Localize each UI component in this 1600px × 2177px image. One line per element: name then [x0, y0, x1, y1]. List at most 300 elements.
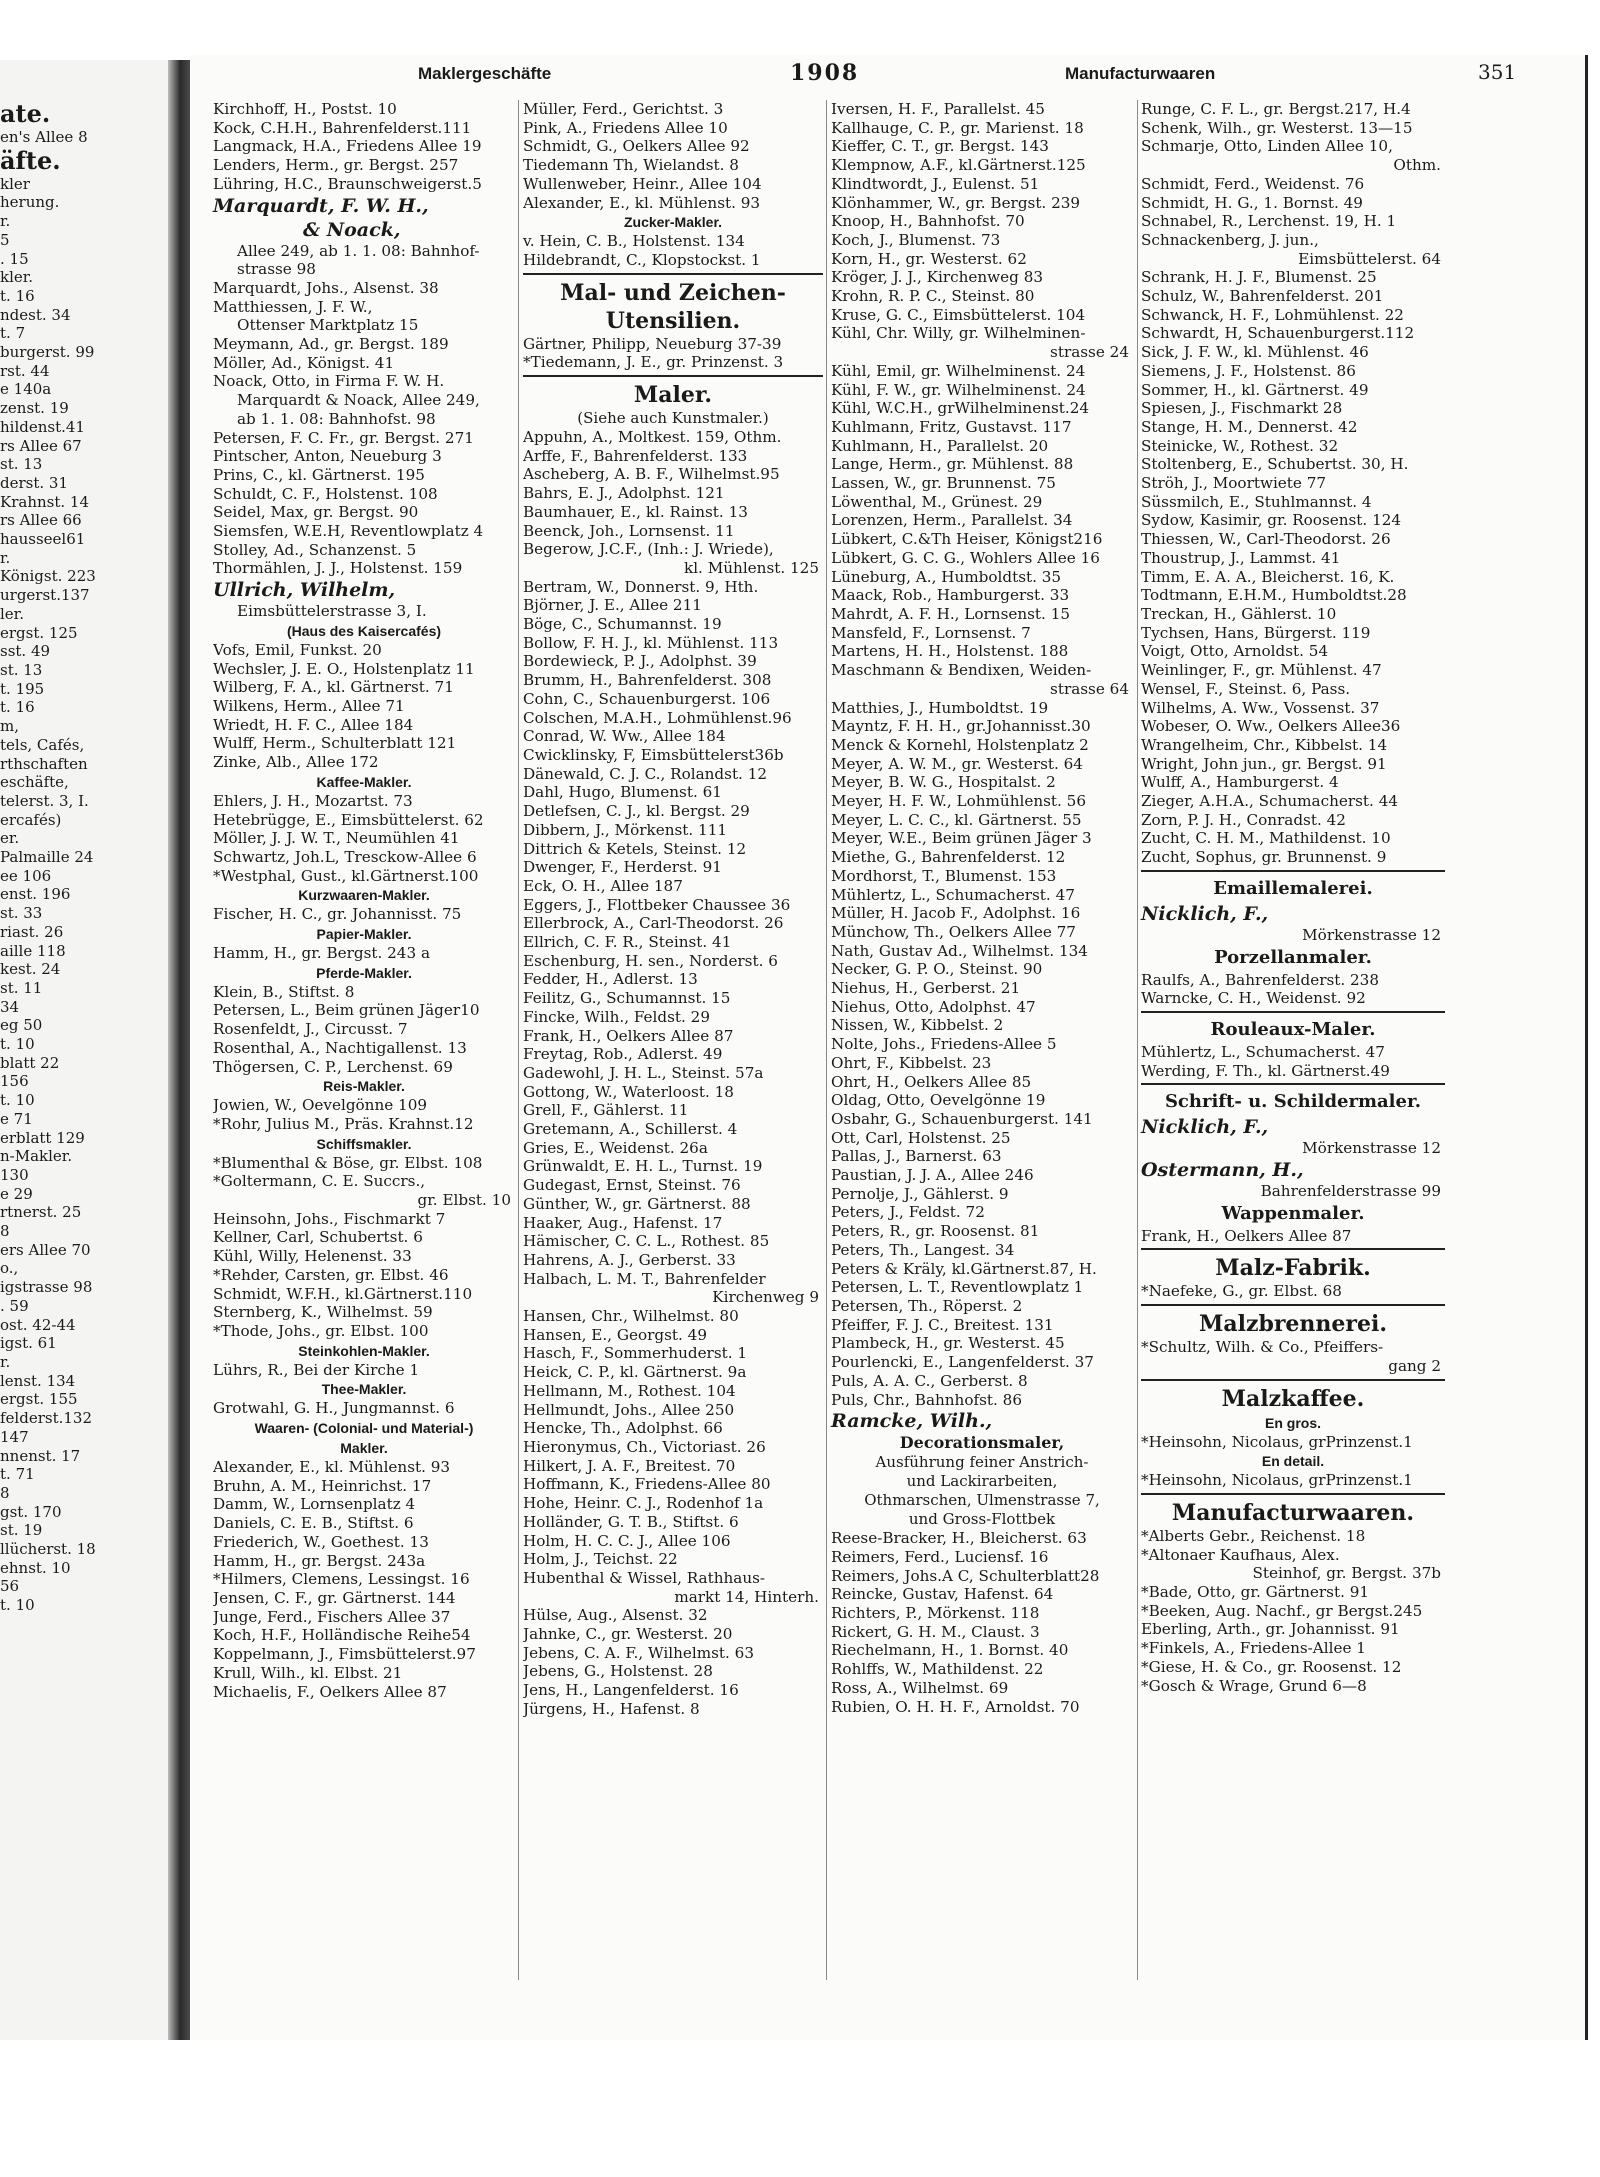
directory-entry: Kuhlmann, Fritz, Gustavst. 117 — [831, 417, 1072, 436]
directory-entry: Petersen, Th., Röperst. 2 — [831, 1297, 1023, 1315]
directory-entry: Schwardt, H, Schauenburgerst.112 — [1141, 324, 1415, 343]
directory-entry: rs Allee 66 — [0, 511, 82, 530]
directory-entry: Bordewieck, P. J., Adolphst. 39 — [523, 652, 757, 671]
directory-entry: Meyer, B. W. G., Hospitalst. 2 — [831, 773, 1056, 792]
directory-entry: Schrank, H. J. F., Blumenst. 25 — [1141, 268, 1377, 287]
directory-entry: Schulz, W., Bahrenfelderst. 201 — [1141, 287, 1384, 306]
directory-entry: Björner, J. E., Allee 211 — [523, 596, 702, 615]
directory-entry: rtnerst. 25 — [0, 1203, 82, 1222]
directory-entry: Appuhn, A., Moltkest. 159, Othm. — [523, 428, 782, 447]
directory-entry: Heick, C. P., kl. Gärtnerst. 9a — [523, 1363, 747, 1382]
directory-entry: gst. 170 — [0, 1502, 62, 1521]
directory-entry: Gärtner, Philipp, Neueburg 37-39 — [523, 334, 782, 353]
directory-entry: Thögersen, C. P., Lerchenst. 69 — [213, 1057, 453, 1076]
directory-entry: Martens, H. H., Holstenst. 188 — [831, 642, 1069, 661]
directory-entry: llücherst. 18 — [0, 1540, 96, 1559]
section-rule — [1141, 1011, 1445, 1013]
directory-entry: ndest. 34 — [0, 305, 71, 324]
directory-entry: Tiedemann Th, Wielandst. 8 — [523, 156, 739, 175]
directory-entry: gr. Elbst. 10 — [417, 1191, 511, 1210]
directory-entry: ost. 42-44 — [0, 1315, 76, 1334]
firm-name: Ostermann, H., — [1141, 1159, 1304, 1182]
directory-entry: Puls, A. A. C., Gerberst. 8 — [831, 1371, 1028, 1390]
directory-entry: Klempnow, A.F., kl.Gärtnerst.125 — [831, 156, 1086, 175]
section-heading: Maler. — [633, 382, 713, 409]
directory-entry: Alexander, E., kl. Mühlenst. 93 — [523, 193, 761, 212]
firm-name-continued: & Noack, — [303, 218, 401, 241]
directory-entry: Mansfeld, F., Lornsenst. 7 — [831, 623, 1031, 642]
directory-entry: Cohn, C., Schauenburgerst. 106 — [523, 689, 771, 708]
directory-entry: Timm, E. A. A., Bleicherst. 16, K. — [1141, 567, 1395, 586]
directory-entry: Thoustrup, J., Lammst. 41 — [1141, 548, 1341, 567]
directory-entry: strasse 24 — [1050, 343, 1129, 362]
directory-entry: Halbach, L. M. T., Bahrenfelder — [523, 1269, 766, 1288]
directory-entry: er. — [0, 829, 20, 848]
directory-entry: Maack, Rob., Hamburgerst. 33 — [831, 586, 1070, 605]
directory-entry: 8 — [0, 1222, 10, 1241]
directory-entry: Holm, J., Teichst. 22 — [523, 1550, 678, 1569]
directory-entry: Nissen, W., Kibbelst. 2 — [831, 1016, 1004, 1035]
directory-entry: Wilberg, F. A., kl. Gärtnerst. 71 — [213, 678, 454, 697]
directory-entry: markt 14, Hinterh. — [674, 1587, 819, 1606]
directory-entry: Hahrens, A. J., Gerberst. 33 — [523, 1250, 736, 1269]
directory-entry: Dahl, Hugo, Blumenst. 61 — [523, 783, 722, 802]
directory-entry: Reese-Bracker, H., Bleicherst. 63 — [831, 1529, 1087, 1548]
directory-entry: ler. — [0, 604, 24, 623]
section-rule — [523, 273, 823, 275]
section-heading: Schrift- u. Schildermaler. — [1164, 1091, 1422, 1113]
directory-entry: Koppelmann, J., Fimsbüttelerst.97 — [213, 1645, 476, 1664]
directory-entry: Kuhlmann, H., Parallelst. 20 — [831, 436, 1049, 455]
directory-column-4 — [1141, 100, 1445, 1695]
directory-entry: Schenk, Wilh., gr. Westerst. 13—15 — [1141, 118, 1413, 137]
directory-entry: Ott, Carl, Holstenst. 25 — [831, 1128, 1011, 1147]
section-rule — [523, 375, 823, 377]
directory-entry: riast. 26 — [0, 922, 64, 941]
directory-entry: Böge, C., Schumannst. 19 — [523, 615, 722, 634]
directory-entry: Mordhorst, T., Blumenst. 153 — [831, 866, 1057, 885]
directory-entry: Voigt, Otto, Arnoldst. 54 — [1141, 642, 1329, 661]
directory-entry: Matthies, J., Humboldtst. 19 — [831, 698, 1049, 717]
directory-entry: r. — [0, 548, 11, 567]
directory-entry: kler. — [0, 268, 34, 287]
directory-entry: Jensen, C. F., gr. Gärtnerst. 144 — [213, 1589, 456, 1607]
directory-entry: Stolley, Ad., Schanzenst. 5 — [213, 540, 417, 559]
directory-entry: Eimsbüttelerstrasse 3, I. — [237, 602, 427, 621]
directory-entry: Dwenger, F., Herderst. 91 — [523, 858, 722, 877]
section-heading: Mal- und Zeichen- — [560, 279, 786, 306]
directory-entry: Lorenzen, Herm., Parallelst. 34 — [831, 511, 1073, 530]
directory-entry: Bruhn, A. M., Heinrichst. 17 — [213, 1476, 432, 1495]
directory-entry: Marquardt & Noack, Allee 249, — [237, 391, 480, 410]
category-subheading: Makler. — [340, 1440, 388, 1457]
directory-entry: blatt 22 — [0, 1053, 60, 1072]
directory-entry: gang 2 — [1388, 1356, 1441, 1375]
directory-entry: Lüneburg, A., Humboldtst. 35 — [831, 567, 1062, 586]
column-divider — [518, 100, 519, 1980]
directory-entry: *Hilmers, Clemens, Lessingst. 16 — [213, 1570, 470, 1589]
directory-entry: Niehus, H., Gerberst. 21 — [831, 979, 1021, 998]
directory-entry: Rickert, G. H. M., Claust. 3 — [831, 1622, 1040, 1641]
directory-entry: hildenst.41 — [0, 417, 85, 436]
directory-entry: Stange, H. M., Dennerst. 42 — [1141, 417, 1358, 436]
directory-entry: Rubien, O. H. H. F., Arnoldst. 70 — [831, 1697, 1080, 1716]
directory-entry: strasse 64 — [1050, 679, 1129, 698]
directory-entry: Peters, R., gr. Roosenst. 81 — [831, 1222, 1040, 1241]
directory-entry: Nath, Gustav Ad., Wilhelmst. 134 — [831, 941, 1088, 960]
directory-entry: Ross, A., Wilhelmst. 69 — [831, 1678, 1009, 1697]
directory-entry: Eggers, J., Flottbeker Chaussee 36 — [523, 895, 791, 914]
directory-entry: Langmack, H.A., Friedens Allee 19 — [213, 137, 482, 156]
directory-entry: Schwartz, Joh.L, Tresckow-Allee 6 — [213, 847, 477, 866]
directory-entry: burgerst. 99 — [0, 343, 95, 362]
directory-entry: Münchow, Th., Oelkers Allee 77 — [831, 922, 1076, 941]
directory-entry: Cwicklinsky, F, Eimsbüttelerst36b — [523, 745, 784, 764]
directory-column-2 — [523, 100, 823, 1719]
directory-entry: Kühl, W.C.H., grWilhelminenst.24 — [831, 399, 1090, 418]
directory-entry: Pourlencki, E., Langenfelderst. 37 — [831, 1353, 1094, 1372]
directory-entry: zenst. 19 — [0, 399, 69, 418]
directory-entry: Peters & Kräly, kl.Gärtnerst.87, H. — [831, 1259, 1097, 1278]
directory-entry: Nolte, Johs., Friedens-Allee 5 — [831, 1035, 1057, 1054]
directory-entry: ab 1. 1. 08: Bahnhofst. 98 — [237, 409, 436, 428]
directory-entry: Lenders, Herm., gr. Bergst. 257 — [213, 156, 459, 175]
directory-entry: sst. 49 — [0, 642, 51, 661]
directory-entry: Wulff, Herm., Schulterblatt 121 — [213, 734, 457, 753]
directory-entry: o., — [0, 1259, 19, 1278]
directory-entry: Steinicke, W., Rothest. 32 — [1141, 436, 1339, 455]
category-subheading: Thee-Makler. — [321, 1381, 407, 1398]
directory-entry: 5 — [0, 230, 10, 249]
directory-entry: Meyer, H. F. W., Lohmühlenst. 56 — [831, 792, 1086, 811]
section-heading: äfte. — [0, 145, 61, 175]
directory-entry: Hülse, Aug., Alsenst. 32 — [523, 1606, 708, 1625]
directory-entry: *Blumenthal & Böse, gr. Elbst. 108 — [213, 1153, 483, 1172]
directory-entry: Kirchenweg 9 — [712, 1288, 819, 1307]
directory-entry: Ottenser Marktplatz 15 — [237, 316, 419, 335]
directory-entry: Matthiessen, J. F. W., — [213, 297, 373, 316]
directory-entry: *Thode, Johs., gr. Elbst. 100 — [213, 1321, 429, 1340]
section-note: Ausführung feiner Anstrich- — [875, 1453, 1089, 1472]
section-rule — [1141, 1379, 1445, 1381]
directory-entry: Klein, B., Stiftst. 8 — [213, 982, 355, 1001]
directory-entry: nnenst. 17 — [0, 1446, 81, 1465]
directory-entry: Gries, E., Weidenst. 26a — [523, 1138, 708, 1157]
directory-entry: Wriedt, H. F. C., Allee 184 — [213, 715, 414, 734]
directory-entry: Lübkert, G. C. G., Wohlers Allee 16 — [831, 548, 1100, 567]
directory-entry: tels, Cafés, — [0, 735, 85, 754]
directory-entry: Pernolje, J., Gählerst. 9 — [831, 1184, 1009, 1203]
directory-entry: Wilhelms, A. Ww., Vossenst. 37 — [1141, 698, 1380, 717]
directory-entry: *Alberts Gebr., Reichenst. 18 — [1141, 1526, 1366, 1545]
directory-entry: Prins, C., kl. Gärtnerst. 195 — [213, 465, 425, 484]
directory-entry: Holm, H. C. C. J., Allee 106 — [523, 1531, 731, 1550]
directory-entry: Schmarje, Otto, Linden Allee 10, — [1141, 137, 1393, 156]
directory-entry: erblatt 129 — [0, 1128, 85, 1147]
directory-entry: *Tiedemann, J. E., gr. Prinzenst. 3 — [523, 353, 784, 372]
directory-entry: st. 19 — [0, 1521, 43, 1540]
directory-entry: Oldag, Otto, Oevelgönne 19 — [831, 1091, 1046, 1110]
directory-column-3 — [831, 100, 1133, 1716]
category-subheading: Kurzwaaren-Makler. — [298, 887, 430, 904]
directory-entry: aille 118 — [0, 941, 66, 960]
directory-entry: Zieger, A.H.A., Schumacherst. 44 — [1141, 792, 1399, 811]
directory-entry: 147 — [0, 1427, 29, 1446]
directory-entry: eschäfte, — [0, 773, 69, 792]
directory-column-1 — [213, 100, 515, 1701]
section-heading: Emaillemalerei. — [1213, 877, 1373, 899]
directory-entry: Krohn, R. P. C., Steinst. 80 — [831, 287, 1035, 306]
directory-entry: eg 50 — [0, 1016, 43, 1035]
directory-entry: Baumhauer, E., kl. Rainst. 13 — [523, 502, 748, 521]
directory-entry: Jens, H., Langenfelderst. 16 — [523, 1681, 739, 1700]
directory-entry: Zucht, Sophus, gr. Brunnenst. 9 — [1141, 848, 1387, 867]
directory-entry: e 29 — [0, 1184, 33, 1203]
directory-entry: *Goltermann, C. E. Succrs., — [213, 1172, 426, 1191]
directory-entry: 8 — [0, 1483, 10, 1502]
directory-entry: Dibbern, J., Mörkenst. 111 — [523, 820, 728, 839]
directory-entry: ehnst. 10 — [0, 1558, 71, 1577]
section-heading: Manufacturwaaren. — [1171, 1499, 1415, 1526]
directory-entry: strasse 98 — [237, 260, 316, 279]
directory-entry: *Bade, Otto, gr. Gärtnerst. 91 — [1141, 1583, 1370, 1602]
directory-entry: Rosenfeldt, J., Circusst. 7 — [213, 1020, 408, 1039]
directory-entry: t. 16 — [0, 698, 35, 717]
directory-entry: Möller, J. J. W. T., Neumühlen 41 — [213, 829, 460, 848]
directory-entry: Marquardt, Johs., Alsenst. 38 — [213, 278, 439, 297]
directory-entry: Heinsohn, Johs., Fischmarkt 7 — [213, 1209, 446, 1228]
directory-entry: hausseel61 — [0, 530, 86, 549]
directory-entry: . 15 — [0, 249, 29, 268]
directory-entry: Pfeiffer, F. J. C., Breitest. 131 — [831, 1315, 1054, 1334]
directory-entry: Reimers, Johs.A C, Schulterblatt28 — [831, 1566, 1100, 1585]
directory-entry: Zorn, P. J. H., Conradst. 42 — [1141, 810, 1346, 829]
directory-entry: Ellerbrock, A., Carl-Theodorst. 26 — [523, 914, 784, 933]
firm-trade-line: Decorationsmaler, — [899, 1433, 1065, 1453]
directory-entry: rs Allee 67 — [0, 436, 82, 455]
directory-entry: Schmidt, Ferd., Weidenst. 76 — [1141, 174, 1365, 193]
directory-entry: Riechelmann, H., 1. Bornst. 40 — [831, 1641, 1069, 1660]
directory-entry: kl. Mühlenst. 125 — [684, 558, 819, 577]
directory-entry: e 140a — [0, 380, 52, 399]
directory-entry: Jürgens, H., Hafenst. 8 — [523, 1699, 700, 1718]
directory-entry: Peters, J., Feldst. 72 — [831, 1203, 985, 1222]
directory-entry: Sternberg, K., Wilhelmst. 59 — [213, 1303, 433, 1322]
directory-entry: Kellner, Carl, Schubertst. 6 — [213, 1228, 423, 1247]
directory-entry: Grünwaldt, E. H. L., Turnst. 19 — [523, 1157, 763, 1176]
directory-entry: Hilkert, J. A. F., Breitest. 70 — [523, 1456, 736, 1475]
directory-entry: Hasch, F., Sommerhuderst. 1 — [523, 1344, 748, 1363]
directory-entry: Rosenthal, A., Nachtigallenst. 13 — [213, 1038, 467, 1057]
directory-entry: Gottong, W., Waterloost. 18 — [523, 1082, 734, 1101]
section-rule — [1141, 1083, 1445, 1085]
directory-entry: Meymann, Ad., gr. Bergst. 189 — [213, 335, 449, 354]
directory-entry: Zucht, C. H. M., Mathildenst. 10 — [1141, 829, 1391, 848]
section-note: (Siehe auch Kunstmaler.) — [577, 409, 769, 428]
directory-entry: t. 10 — [0, 1091, 35, 1110]
section-rule — [1141, 1248, 1445, 1250]
directory-entry: Fischer, H. C., gr. Johannisst. 75 — [213, 905, 462, 924]
directory-entry: Lührs, R., Bei der Kirche 1 — [213, 1360, 420, 1379]
section-heading: Malzbrennerei. — [1198, 1311, 1388, 1338]
directory-entry: Hellmann, M., Rothest. 104 — [523, 1381, 736, 1400]
directory-entry: st. 11 — [0, 978, 43, 997]
directory-entry: t. 16 — [0, 286, 35, 305]
firm-name: Nicklich, F., — [1141, 1116, 1269, 1139]
directory-entry: *Gosch & Wrage, Grund 6—8 — [1141, 1676, 1367, 1695]
directory-entry: Ascheberg, A. B. F., Wilhelmst.95 — [523, 465, 780, 484]
category-subheading: Steinkohlen-Makler. — [298, 1342, 430, 1359]
directory-entry: Pallas, J., Barnerst. 63 — [831, 1147, 1002, 1166]
directory-entry: Thiessen, W., Carl-Theodorst. 26 — [1141, 530, 1391, 549]
directory-entry: Eschenburg, H. sen., Norderst. 6 — [523, 951, 778, 970]
directory-entry: Thormählen, J. J., Holstenst. 159 — [213, 559, 463, 578]
directory-entry: Begerow, J.C.F., (Inh.: J. Wriede), — [523, 540, 774, 559]
directory-entry: 56 — [0, 1577, 20, 1596]
directory-entry: Klindtwordt, J., Eulenst. 51 — [831, 174, 1040, 193]
directory-entry: Fedder, H., Adlerst. 13 — [523, 970, 698, 989]
directory-entry: Gudegast, Ernst, Steinst. 76 — [523, 1176, 741, 1195]
directory-entry: Stoltenberg, E., Schubertst. 30, H. — [1141, 455, 1409, 474]
directory-entry: Brumm, H., Bahrenfelderst. 308 — [523, 671, 772, 690]
directory-entry: Eberling, Arth., gr. Johannisst. 91 — [1141, 1620, 1400, 1639]
directory-entry: Petersen, L. T., Reventlowplatz 1 — [831, 1278, 1084, 1297]
running-header-right: Manufacturwaaren — [1065, 64, 1216, 83]
directory-entry: Hohe, Heinr. C. J., Rodenhof 1a — [523, 1494, 764, 1513]
directory-entry: Königst. 223 — [0, 567, 96, 586]
directory-entry: *Giese, H. & Co., gr. Roosenst. 12 — [1141, 1657, 1402, 1676]
section-heading: Rouleaux-Maler. — [1210, 1018, 1376, 1040]
directory-entry: Seidel, Max, gr. Bergst. 90 — [213, 503, 419, 522]
directory-entry: ee 106 — [0, 866, 52, 885]
section-heading: Malzkaffee. — [1221, 1385, 1365, 1412]
directory-entry: Pink, A., Friedens Allee 10 — [523, 118, 728, 137]
directory-entry: Koch, J., Blumenst. 73 — [831, 230, 1001, 249]
category-subheading: En detail. — [1261, 1453, 1325, 1470]
directory-entry: Plambeck, H., gr. Westerst. 45 — [831, 1334, 1065, 1353]
directory-entry: Schmidt, H. G., 1. Bornst. 49 — [1141, 193, 1363, 212]
directory-entry: Spiesen, J., Fischmarkt 28 — [1141, 399, 1343, 418]
directory-entry: Dittrich & Ketels, Steinst. 12 — [523, 839, 747, 858]
directory-entry: Jowien, W., Oevelgönne 109 — [213, 1096, 428, 1115]
category-subheading: Kaffee-Makler. — [316, 773, 412, 790]
directory-entry: kler — [0, 174, 30, 193]
directory-entry: Paustian, J. J. A., Allee 246 — [831, 1166, 1034, 1185]
directory-entry: Allee 249, ab 1. 1. 08: Bahnhof- — [237, 241, 480, 260]
directory-entry: Meyer, L. C. C., kl. Gärtnerst. 55 — [831, 810, 1082, 829]
directory-entry: Siemsfen, W.E.H, Reventlowplatz 4 — [213, 522, 484, 541]
directory-entry: Treckan, H., Gählerst. 10 — [1141, 604, 1337, 623]
directory-entry: Freytag, Rob., Adlerst. 49 — [523, 1045, 723, 1064]
directory-entry: . 59 — [0, 1296, 29, 1315]
directory-entry: Michaelis, F., Oelkers Allee 87 — [213, 1682, 447, 1701]
directory-entry: Hencke, Th., Adolphst. 66 — [523, 1419, 723, 1438]
directory-entry: lenst. 134 — [0, 1371, 76, 1390]
directory-entry: igstrasse 98 — [0, 1278, 93, 1297]
directory-entry: Schnackenberg, J. jun., — [1141, 230, 1319, 249]
directory-entry: Raulfs, A., Bahrenfelderst. 238 — [1141, 970, 1380, 989]
directory-entry: Kröger, J. J., Kirchenweg 83 — [831, 268, 1044, 287]
directory-entry: felderst.132 — [0, 1409, 92, 1428]
category-subheading: Schiffsmakler. — [316, 1135, 412, 1152]
directory-entry: Menck & Kornehl, Holstenplatz 2 — [831, 735, 1089, 754]
directory-entry: Iversen, H. F., Parallelst. 45 — [831, 100, 1045, 118]
category-subheading: (Haus des Kaisercafés) — [286, 622, 442, 639]
directory-entry: Kirchhoff, H., Postst. 10 — [213, 100, 397, 118]
directory-entry: Puls, Chr., Bahnhofst. 86 — [831, 1390, 1022, 1409]
directory-entry: *Altonaer Kaufhaus, Alex. — [1141, 1545, 1340, 1564]
directory-entry: Mahrdt, A. F. H., Lornsenst. 15 — [831, 604, 1071, 623]
directory-entry: Fincke, Wilh., Feldst. 29 — [523, 1007, 711, 1026]
directory-entry: derst. 31 — [0, 473, 68, 492]
directory-entry: Krahnst. 14 — [0, 492, 89, 511]
directory-entry: Kruse, G. C., Eimsbüttelerst. 104 — [831, 305, 1086, 324]
directory-entry: Lassen, W., gr. Brunnenst. 75 — [831, 474, 1056, 493]
directory-entry: Krull, Wilh., kl. Elbst. 21 — [213, 1663, 403, 1682]
directory-entry: Haaker, Aug., Hafenst. 17 — [523, 1213, 723, 1232]
directory-entry: Jahnke, C., gr. Westerst. 20 — [523, 1625, 733, 1644]
directory-entry: telerst. 3, I. — [0, 791, 89, 810]
directory-entry: urgerst.137 — [0, 586, 90, 605]
directory-entry: Bollow, F. H. J., kl. Mühlenst. 113 — [523, 633, 779, 652]
directory-entry: Vofs, Emil, Funkst. 20 — [213, 640, 382, 659]
firm-name: Nicklich, F., — [1141, 902, 1269, 925]
directory-entry: Meyer, W.E., Beim grünen Jäger 3 — [831, 829, 1092, 848]
directory-entry: Sick, J. F. W., kl. Mühlenst. 46 — [1141, 343, 1369, 362]
directory-entry: Sommer, H., kl. Gärtnerst. 49 — [1141, 380, 1369, 399]
directory-entry: Schwanck, H. F., Lohmühlenst. 22 — [1141, 305, 1404, 324]
category-subheading: Papier-Makler. — [316, 926, 412, 943]
left-page-fragment — [0, 100, 168, 1615]
directory-entry: Koch, H.F., Holländische Reihe54 — [213, 1626, 471, 1645]
directory-entry: Ellrich, C. F. R., Steinst. 41 — [523, 933, 732, 952]
section-heading: ate. — [0, 100, 51, 128]
directory-entry: t. 10 — [0, 1035, 35, 1054]
directory-entry: Schmidt, G., Oelkers Allee 92 — [523, 137, 750, 156]
directory-entry: Hamm, H., gr. Bergst. 243 a — [213, 944, 431, 963]
firm-name: Ramcke, Wilh., — [831, 1410, 993, 1433]
directory-entry: Eck, O. H., Allee 187 — [523, 876, 683, 895]
directory-entry: Hansen, E., Georgst. 49 — [523, 1325, 707, 1344]
running-header-year: 1908 — [790, 60, 860, 86]
directory-entry: Junge, Ferd., Fischers Allee 37 — [213, 1607, 451, 1626]
directory-entry: *Westphal, Gust., kl.Gärtnerst.100 — [213, 866, 479, 885]
directory-entry: Hellmundt, Johs., Allee 250 — [523, 1400, 735, 1419]
directory-entry: Necker, G. P. O., Steinst. 90 — [831, 960, 1043, 979]
section-heading: Malz-Fabrik. — [1215, 1255, 1371, 1282]
directory-entry: Ehlers, J. H., Mozartst. 73 — [213, 791, 413, 810]
directory-entry: Hubenthal & Wissel, Rathhaus- — [523, 1568, 766, 1587]
directory-entry: Kühl, Emil, gr. Wilhelminenst. 24 — [831, 361, 1086, 380]
directory-entry: Sydow, Kasimir, gr. Roosenst. 124 — [1141, 511, 1402, 530]
directory-entry: Wulff, A., Hamburgerst. 4 — [1141, 773, 1339, 792]
directory-entry: Todtmann, E.H.M., Humboldtst.28 — [1141, 586, 1407, 605]
directory-entry: igst. 61 — [0, 1334, 57, 1353]
directory-entry: *Beeken, Aug. Nachf., gr Bergst.245 — [1141, 1601, 1423, 1620]
category-subheading: Reis-Makler. — [323, 1078, 405, 1095]
directory-entry: Kühl, F. W., gr. Wilhelminenst. 24 — [831, 380, 1086, 399]
directory-entry: *Rohr, Julius M., Präs. Krahnst.12 — [213, 1114, 474, 1133]
firm-name: Ullrich, Wilhelm, — [213, 579, 396, 602]
directory-entry: Conrad, W. Ww., Allee 184 — [523, 727, 726, 746]
directory-entry: Mörkenstrasse 12 — [1302, 925, 1441, 944]
directory-entry: Wrangelheim, Chr., Kibbelst. 14 — [1141, 735, 1388, 754]
directory-entry: Runge, C. F. L., gr. Bergst.217, H.4 — [1141, 100, 1411, 118]
directory-entry: ergst. 155 — [0, 1390, 78, 1409]
directory-entry: Beenck, Joh., Lornsenst. 11 — [523, 521, 735, 540]
directory-entry: st. 33 — [0, 904, 43, 923]
book-gutter-shadow — [168, 60, 190, 2040]
